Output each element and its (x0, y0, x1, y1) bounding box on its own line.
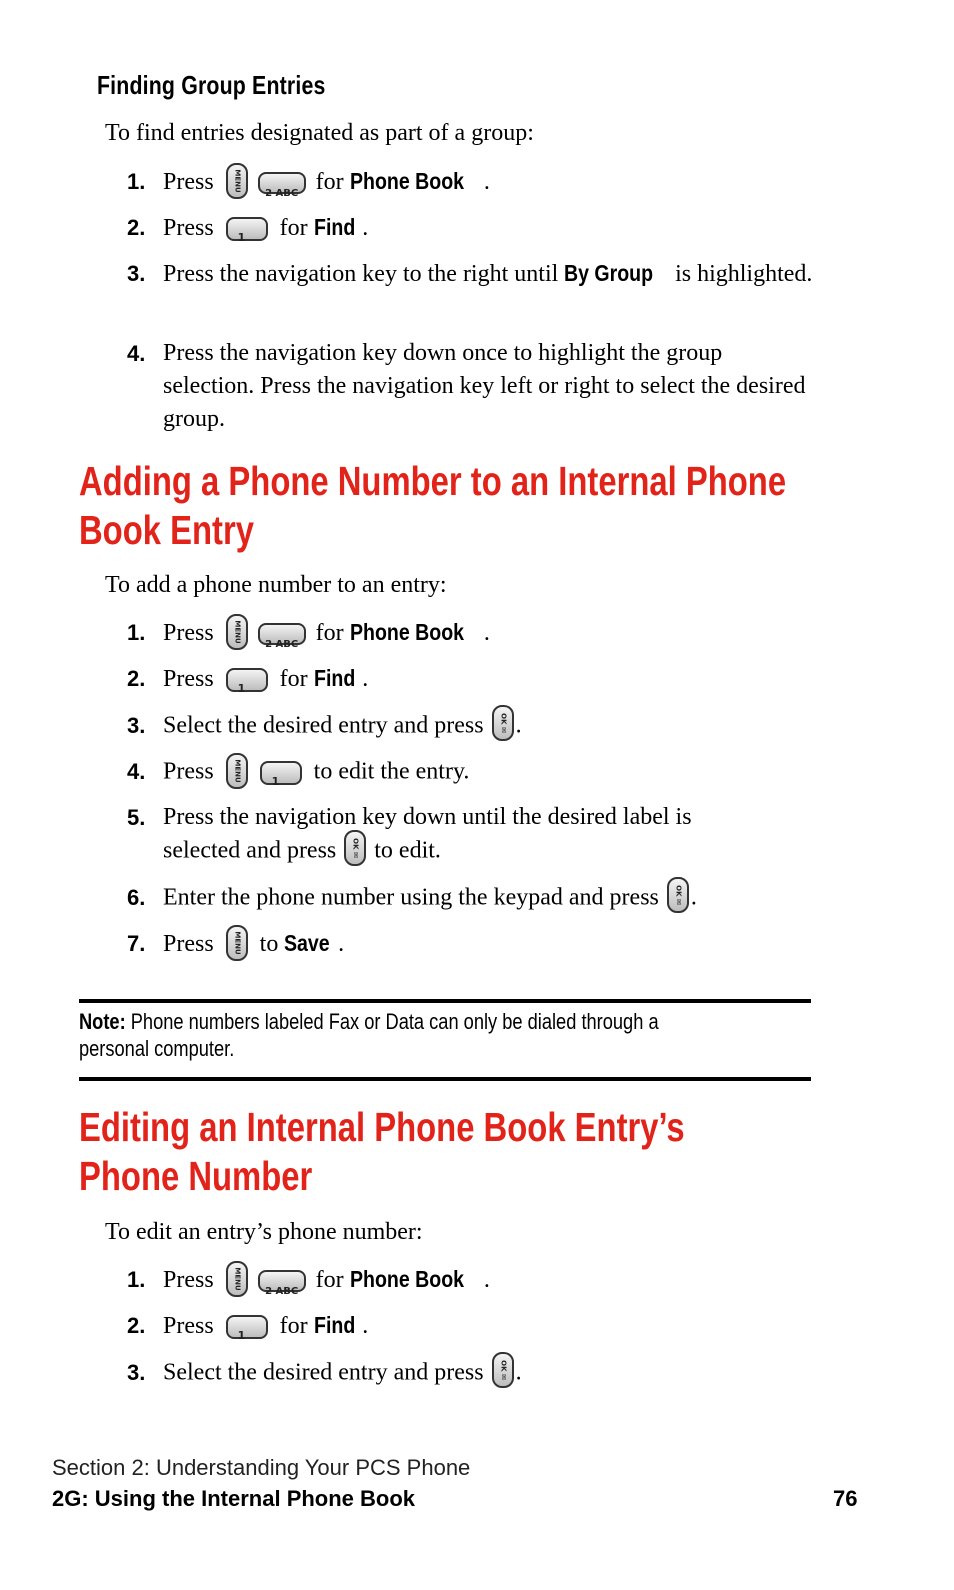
menu-key-icon: MENU (226, 614, 248, 650)
one-key-icon: 1 (260, 761, 302, 785)
menu-key-icon: MENU (226, 753, 248, 789)
one-key-icon: 1 (226, 668, 268, 692)
step-keyword: Save (284, 930, 331, 956)
step-text: Press (163, 169, 214, 195)
section-intro: To find entries designated as part of a group: (105, 120, 534, 146)
two-key-icon: 2 ABC (258, 623, 306, 645)
step-number: 1. (127, 1267, 146, 1292)
step-number: 6. (127, 885, 146, 910)
step-keyword: Phone Book (349, 619, 464, 645)
step-keyword: Phone Book (349, 1266, 464, 1292)
one-key-icon: 1 (226, 217, 268, 241)
step-text: for (279, 215, 308, 241)
section-heading-editing-phone-number: Editing an Internal Phone Book Entry’s Phone Number (79, 1104, 685, 1199)
note-text-line2: personal computer. (79, 1036, 235, 1061)
step-text: for (315, 169, 344, 195)
step-keyword: By Group (564, 260, 654, 286)
step-number: 5. (127, 805, 146, 830)
step-number: 3. (127, 1360, 146, 1385)
note-top-rule (79, 999, 811, 1003)
one-key-icon: 1 (226, 1315, 268, 1339)
menu-key-icon: MENU (226, 925, 248, 961)
step-number: 2. (127, 215, 146, 240)
step-number: 3. (127, 261, 146, 286)
step-text: Press the navigation key to the right until (163, 261, 559, 287)
step-number: 7. (127, 931, 146, 956)
footer-chapter: 2G: Using the Internal Phone Book (52, 1486, 416, 1511)
step-number: 4. (127, 759, 146, 784)
step-number: 1. (127, 620, 146, 645)
note-text: Phone numbers labeled Fax or Data can only be dialed through a (130, 1009, 659, 1034)
step-text: Press (163, 215, 214, 241)
step-keyword: Find (313, 1312, 355, 1338)
step-keyword: Find (313, 665, 355, 691)
note-bottom-rule (79, 1077, 811, 1081)
step-keyword: Find (313, 214, 355, 240)
menu-key-icon: MENU (226, 163, 248, 199)
step-text: is highlighted. (675, 261, 813, 287)
step-number: 3. (127, 713, 146, 738)
section-heading-finding-group-entries: Finding Group Entries (97, 70, 326, 100)
ok-key-icon: OK ✉ (667, 877, 689, 913)
step-text: Press the navigation key down once to highlight the group selection. Press the navigation key left or right to select the desired group. (163, 340, 806, 432)
footer-section: Section 2: Understanding Your PCS Phone (52, 1455, 471, 1480)
section-intro: To edit an entry’s phone number: (105, 1219, 423, 1245)
two-key-icon: 2 ABC (258, 172, 306, 194)
page-number: 76 (833, 1486, 858, 1511)
note-label: Note: (79, 1009, 126, 1034)
ok-key-icon: OK ✉ (344, 830, 366, 866)
step-number: 2. (127, 666, 146, 691)
ok-key-icon: OK ✉ (492, 1352, 514, 1388)
step-number: 2. (127, 1313, 146, 1338)
step-number: 4. (127, 341, 146, 366)
two-key-icon: 2 ABC (258, 1270, 306, 1292)
note-box (79, 1008, 809, 1062)
menu-key-icon: MENU (226, 1261, 248, 1297)
step-number: 1. (127, 169, 146, 194)
step-keyword: Phone Book (349, 168, 464, 194)
ok-key-icon: OK ✉ (492, 705, 514, 741)
section-intro: To add a phone number to an entry: (105, 572, 447, 598)
section-heading-adding-phone-number: Adding a Phone Number to an Internal Phone Book Entry (79, 458, 787, 553)
